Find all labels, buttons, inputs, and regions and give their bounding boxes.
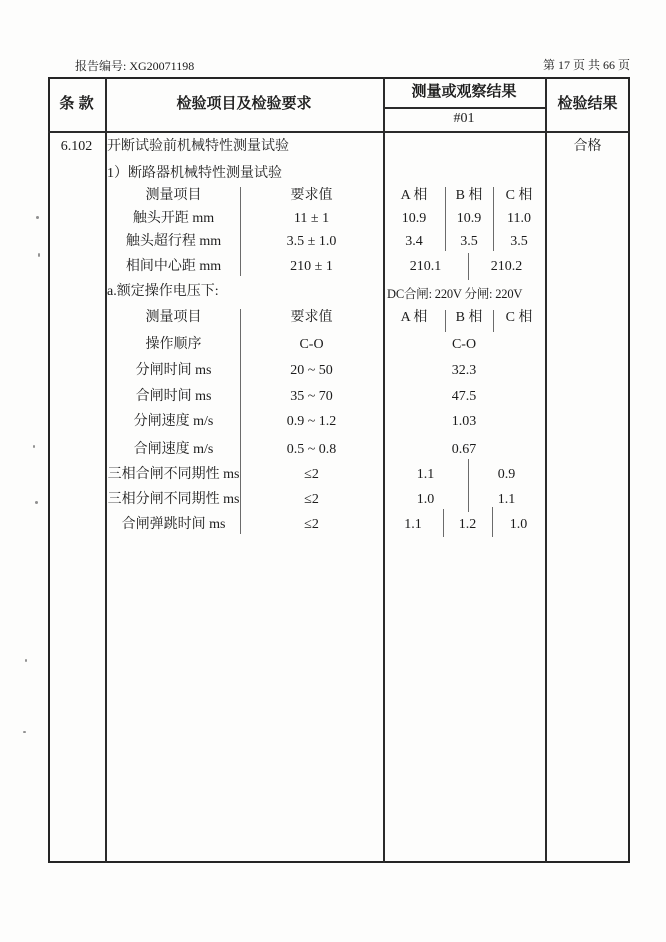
b1-row0-c: 11.0: [507, 211, 531, 226]
b2-pair0-required: ≤2: [304, 467, 319, 482]
scan-speckle: [38, 253, 40, 257]
scan-speckle: [23, 731, 26, 733]
b2-row3-value: 1.03: [451, 414, 477, 429]
b2-row2-item: 合闸时间 ms: [135, 389, 212, 404]
b2-bounce-required: ≤2: [304, 517, 319, 532]
b1-col-phase-c: C 相: [505, 188, 533, 203]
b2-pair0-right: 0.9: [497, 467, 516, 482]
b2-col-phase-c: C 相: [505, 310, 533, 325]
b2-col-phase-b: B 相: [455, 310, 483, 325]
b2-col-phase-a: A 相: [400, 310, 428, 325]
b1-row1-b: 3.5: [460, 234, 478, 249]
grid-line-header-bottom: [48, 131, 630, 133]
b2-bounce-c: 1.0: [509, 517, 528, 532]
b1-row0-a: 10.9: [401, 211, 427, 226]
b2-row2-value: 47.5: [451, 389, 477, 404]
b2-bounce-item: 合闸弹跳时间 ms: [121, 517, 226, 532]
test-title: 开断试验前机械特性测量试验: [107, 139, 289, 154]
b2-row3-required: 0.9 ~ 1.2: [286, 414, 337, 429]
column-header-result-group: 测量或观察结果: [411, 83, 517, 100]
b1-col-required: 要求值: [290, 188, 333, 203]
b2-row4-value: 0.67: [451, 442, 477, 457]
b2-row4-required: 0.5 ~ 0.8: [286, 442, 337, 457]
b2-row0-value: C-O: [451, 337, 477, 352]
dc-voltage-values: DC合闸: 220V 分闸: 220V: [387, 287, 523, 301]
b1-row1-c: 3.5: [510, 234, 528, 249]
scan-speckle: [35, 501, 38, 504]
b2-col-required: 要求值: [290, 310, 333, 325]
column-header-verdict: 检验结果: [557, 95, 618, 112]
scan-speckle: [25, 659, 27, 662]
b2-col-item: 测量项目: [145, 310, 202, 325]
b2-row1-required: 20 ~ 50: [290, 363, 333, 378]
scan-speckle: [36, 216, 39, 219]
b2-pair1-right: 1.1: [497, 492, 516, 507]
b1-span-required: 210 ± 1: [290, 259, 333, 274]
grid-line-verdict: [545, 77, 547, 863]
b2-pair0-item: 三相合闸不同期性 ms: [107, 467, 240, 482]
b2-bounce-b: 1.2: [458, 517, 477, 532]
test-subtitle: 1）断路器机械特性测量试验: [107, 166, 282, 181]
b1-span-left: 210.1: [409, 259, 442, 274]
b1-col-phase-b: B 相: [455, 188, 483, 203]
page-number: 第 17 页 共 66 页: [542, 58, 630, 72]
scan-speckle: [33, 445, 35, 448]
b2-pair0-left: 1.1: [416, 467, 435, 482]
b1-row0-required: 11 ± 1: [293, 211, 330, 226]
b2-row0-item: 操作顺序: [145, 337, 202, 352]
b2-row1-value: 32.3: [451, 363, 477, 378]
b2-pair1-item: 三相分闸不同期性 ms: [107, 492, 240, 507]
b2-pair1-left: 1.0: [416, 492, 435, 507]
b1-span-item: 相间中心距 mm: [125, 259, 222, 274]
b1-row1-required: 3.5 ± 1.0: [286, 234, 337, 249]
b1-row1-item: 触头超行程 mm: [125, 234, 222, 249]
clause-number: 6.102: [60, 139, 93, 154]
b2-pair1-required: ≤2: [304, 492, 319, 507]
report-number: 报告编号: XG20071198: [75, 59, 195, 73]
b2-row2-required: 35 ~ 70: [290, 389, 333, 404]
b1-col-phase-a: A 相: [400, 188, 428, 203]
b1-row0-b: 10.9: [456, 211, 482, 226]
note-rated-voltage: a.额定操作电压下:: [107, 284, 219, 299]
b2-row1-item: 分闸时间 ms: [135, 363, 212, 378]
b1-row1-a: 3.4: [405, 234, 423, 249]
b2-row0-required: C-O: [299, 337, 324, 352]
b1-col-item: 测量项目: [145, 188, 202, 203]
b2-row3-item: 分闸速度 m/s: [133, 414, 214, 429]
b2-row4-item: 合闸速度 m/s: [133, 442, 214, 457]
b1-row0-item: 触头开距 mm: [132, 211, 215, 226]
b1-span-right: 210.2: [490, 259, 523, 274]
verdict-value: 合格: [573, 139, 602, 154]
column-header-item: 检验项目及检验要求: [176, 95, 312, 112]
b2-bounce-a: 1.1: [404, 517, 422, 532]
sample-id: #01: [453, 111, 475, 126]
column-header-clause: 条 款: [59, 95, 94, 112]
grid-line-sample-split: [383, 107, 545, 109]
